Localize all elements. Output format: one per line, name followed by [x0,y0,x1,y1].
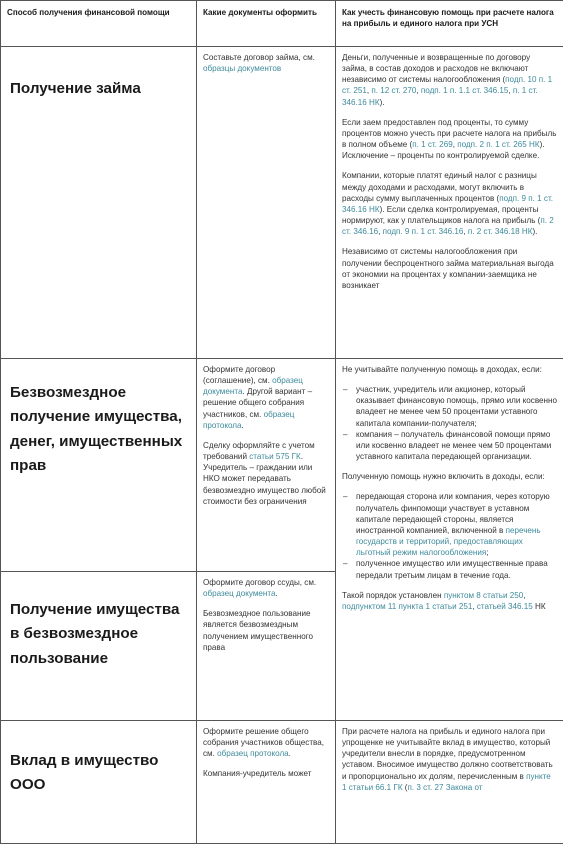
table-row-contribution [1,721,563,844]
link-law[interactable]: подп. 9 п. 1 ст. 346.16 НК [342,194,553,214]
tax-paragraph [342,117,557,162]
text: , [523,591,525,600]
row-label-contribution [1,721,197,844]
tax-paragraph: Независимо от системы налогообложения при получении беспроцентного займа материальная выгода от экономии на процентах у компании-заемщика не возникает [342,246,557,291]
link-law[interactable]: п. 1 ст. 269 [412,140,453,149]
list-item [342,384,557,429]
row-label-free-use [1,572,197,721]
text: , [463,227,468,236]
link-law[interactable]: подп. 10 п. 1 ст. 251 [342,75,552,95]
row-docs-contribution [197,721,336,844]
row-tax-loan [336,47,563,359]
row-label-free-use-text: Получение имущества в безвозмездное пользование [10,601,180,667]
link-document-sample[interactable]: образец документа [203,589,276,598]
text: , [453,140,458,149]
text: передающая сторона или компания, через которую получатель финпомощи участвует в уставном капитале передающей стороны, является иностранной компанией, включенной в [356,492,550,534]
row-label-loan [1,47,197,359]
tax-intro-2: Полученную помощь нужно включить в доходы, если: [342,471,557,482]
dash-bullet: – [343,429,348,440]
text: ). [380,98,385,107]
row-docs-loan [197,47,336,359]
link-law[interactable]: п. 3 ст. 27 Закона от [407,783,482,792]
table-row-loan [1,47,563,359]
link-offshore-list[interactable]: перечень государств и территорий, предоставляющих льготный режим налогообложения [356,526,541,557]
row-tax-contribution [336,721,563,844]
row-docs-gratuitous [197,359,336,572]
table-row-gratuitous [1,359,563,572]
docs-paragraph: Безвозмездное пользование является безвозмездным получением имущественного права [203,608,329,653]
text: Оформите договор (соглашение), см. [203,365,275,385]
text: полученное имущество или имущественные права передали третьим лицам в течение года. [356,559,548,579]
list-item [342,491,557,558]
text: участник, учредитель или акционер, который оказывает финансовую помощь, прямо или косвенно владеет не менее чем 50 процентами уставного капитала компании-получателя; [356,385,557,427]
text: Сделку оформляйте с учетом требований [203,441,315,461]
tax-intro: Не учитывайте полученную помощь в доходах, если: [342,364,557,375]
text: Такой порядок установлен [342,591,444,600]
row-label-loan-text: Получение займа [10,80,141,97]
header-method: Способ получения финансовой помощи [1,1,197,47]
text: ). Исключение – проценты по контролируемой сделке. [342,140,545,160]
row-tax-merged [336,359,563,721]
text: Если заем предоставлен под проценты, то сумму процентов можно учесть при расчете налога на прибыль в полном объеме ( [342,118,556,149]
text: , [472,602,477,611]
text: компания – получатель финансовой помощи прямо или косвенно владеет не менее чем 50 процентами уставного капитала передающей организации. [356,430,551,461]
text: ( [403,783,408,792]
text: НК [533,602,546,611]
text: , [367,86,372,95]
docs-paragraph: Компания-учредитель может [203,768,329,779]
row-label-gratuitous [1,359,197,572]
text: , [508,86,513,95]
dash-bullet: – [343,558,348,569]
row-label-gratuitous-text: Безвозмездное получение имущества, денег, имущественных прав [10,384,182,474]
link-law[interactable]: п. 2 ст. 346.16 [342,216,554,236]
link-law[interactable]: п. 12 ст. 270 [371,86,416,95]
docs-paragraph [203,577,329,599]
row-label-contribution-text: Вклад в имущество ООО [10,752,158,793]
link-protocol-sample[interactable]: образец протокола [217,749,289,758]
link-law[interactable]: п. 1 ст. 346.16 НК [342,86,538,106]
tax-paragraph [342,170,557,237]
text: Деньги, полученные и возвращенные по договору займа, в состав доходов и расходов не включают независимо от системы налогообложения ( [342,53,530,84]
header-tax: Как учесть финансовую помощь при расчете налога на прибыль и единого налога при УСН [336,1,563,47]
row-docs-free-use [197,572,336,721]
text: . Учредитель – граждании или НКО может передавать безвозмездно имущество любой стоимости без ограничения [203,452,326,506]
text: Компании, которые платят единый налог с разницы между доходами и расходами, могут включить в расходы сумму выплаченных процентов ( [342,171,537,202]
text: При расчете налога на прибыль и единого налога при упрощенке не учитывайте вклад в имущество, который учредители внесли в порядке, предусмотренном уставом. Вносимое имущество должно соответствовать и пропорционально их долям, перечисленным в [342,727,553,781]
text: , [416,86,421,95]
docs-paragraph [203,440,329,507]
link-document-sample[interactable]: образец документа [203,376,303,396]
link-law[interactable]: п. 2 ст. 346.18 НК [468,227,533,236]
tax-rule [342,590,557,612]
docs-text: Составьте договор займа, см. [203,53,315,62]
header-documents: Какие документы оформить [197,1,336,47]
link-law[interactable]: пункте 1 статьи 66.1 ГК [342,772,551,792]
table-header-row [1,1,563,47]
list-item [342,558,557,580]
link-law[interactable]: статьи 575 ГК [249,452,301,461]
text: Оформите решение общего собрания участников общества, см. [203,727,324,758]
tax-paragraph [342,52,557,108]
docs-paragraph [203,364,329,431]
text: . [242,421,244,430]
link-protocol-sample[interactable]: образец протокола [203,410,294,430]
dash-bullet: – [343,384,348,395]
link-document-samples[interactable]: образцы документов [203,64,281,73]
list-item [342,429,557,462]
text: ). Если сделка контролируемая, проценты нормируют, как у плательщиков налога на прибыль ( [342,205,540,225]
text: . [276,589,278,598]
link-law[interactable]: пунктом 8 статьи 250 [444,591,523,600]
link-law[interactable]: подп. 9 п. 1 ст. 346.16 [383,227,464,236]
text: , [378,227,383,236]
link-law[interactable]: подп. 1 п. 1.1 ст. 346.15 [421,86,509,95]
text: Оформите договор ссуды, см. [203,578,316,587]
dash-bullet: – [343,491,348,502]
link-law[interactable]: подпунктом 11 пункта 1 статьи 251 [342,602,472,611]
link-law[interactable]: подп. 2 п. 1 ст. 265 НК [457,140,539,149]
tax-paragraph [342,726,557,793]
text: . Другой вариант – решение общего собрания участников, см. [203,387,312,418]
text: . [289,749,291,758]
text: ; [486,548,488,557]
inclusion-list [342,491,557,580]
exclusion-list [342,384,557,462]
link-law[interactable]: статьей 346.15 [477,602,533,611]
text: ). [532,227,537,236]
